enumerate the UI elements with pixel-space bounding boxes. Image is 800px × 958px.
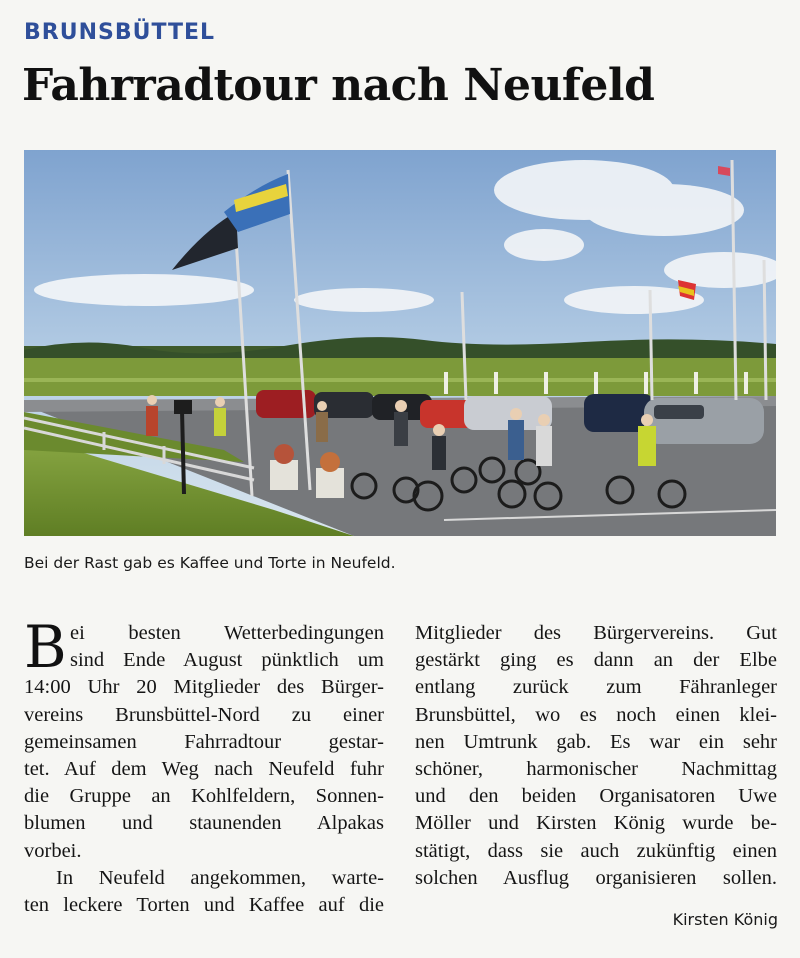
headline: Fahrradtour nach Neufeld (22, 60, 655, 111)
article-line: gemeinsamen Fahrradtour gestar- (24, 730, 384, 753)
article-photo (24, 150, 776, 536)
article-line: gestärkt ging es dann an der Elbe (415, 649, 777, 672)
article-line: 14:00 Uhr 20 Mitglieder des Bürger- (24, 676, 384, 699)
article-line: Möller und Kirsten König wurde be- (415, 812, 777, 835)
article-line: Mitglieder des Bürgervereins. Gut (415, 622, 777, 644)
article-line: vorbei. (24, 839, 82, 862)
article-line: In Neufeld angekommen, warte- (56, 866, 384, 889)
article-line: entlang zurück zum Fähranleger (415, 676, 777, 699)
article-line: nen Umtrunk gab. Es war ein sehr (415, 730, 777, 753)
article-line: die Gruppe an Kohlfeldern, Sonnen- (24, 785, 384, 808)
drop-cap: B (24, 613, 67, 681)
author-byline: Kirsten König (672, 910, 778, 929)
article-line: stätigt, dass sie auch zukünftig einen (415, 839, 777, 862)
article-line: solchen Ausflug organisieren sollen. (415, 866, 777, 889)
section-label: BRUNSBÜTTEL (24, 20, 216, 45)
article-line: ei besten Wetterbedingungen (70, 622, 384, 644)
article-line: und den beiden Organisatoren Uwe (415, 785, 777, 808)
article-column-right (415, 620, 777, 892)
article-line: blumen und staunenden Alpakas (24, 812, 384, 835)
article-line: sind Ende August pünktlich um (70, 649, 384, 672)
article-line: tet. Auf dem Weg nach Neufeld fuhr (24, 758, 384, 781)
article-line: vereins Brunsbüttel-Nord zu einer (24, 703, 384, 726)
article-line: schöner, harmonischer Nachmittag (415, 758, 777, 781)
photo-caption: Bei der Rast gab es Kaffee und Torte in Neufeld. (24, 554, 396, 572)
article-line: Brunsbüttel, wo es noch einen klei- (415, 703, 777, 726)
article-line: ten leckere Torten und Kaffee auf die (24, 894, 384, 917)
article-column-left (24, 613, 384, 919)
